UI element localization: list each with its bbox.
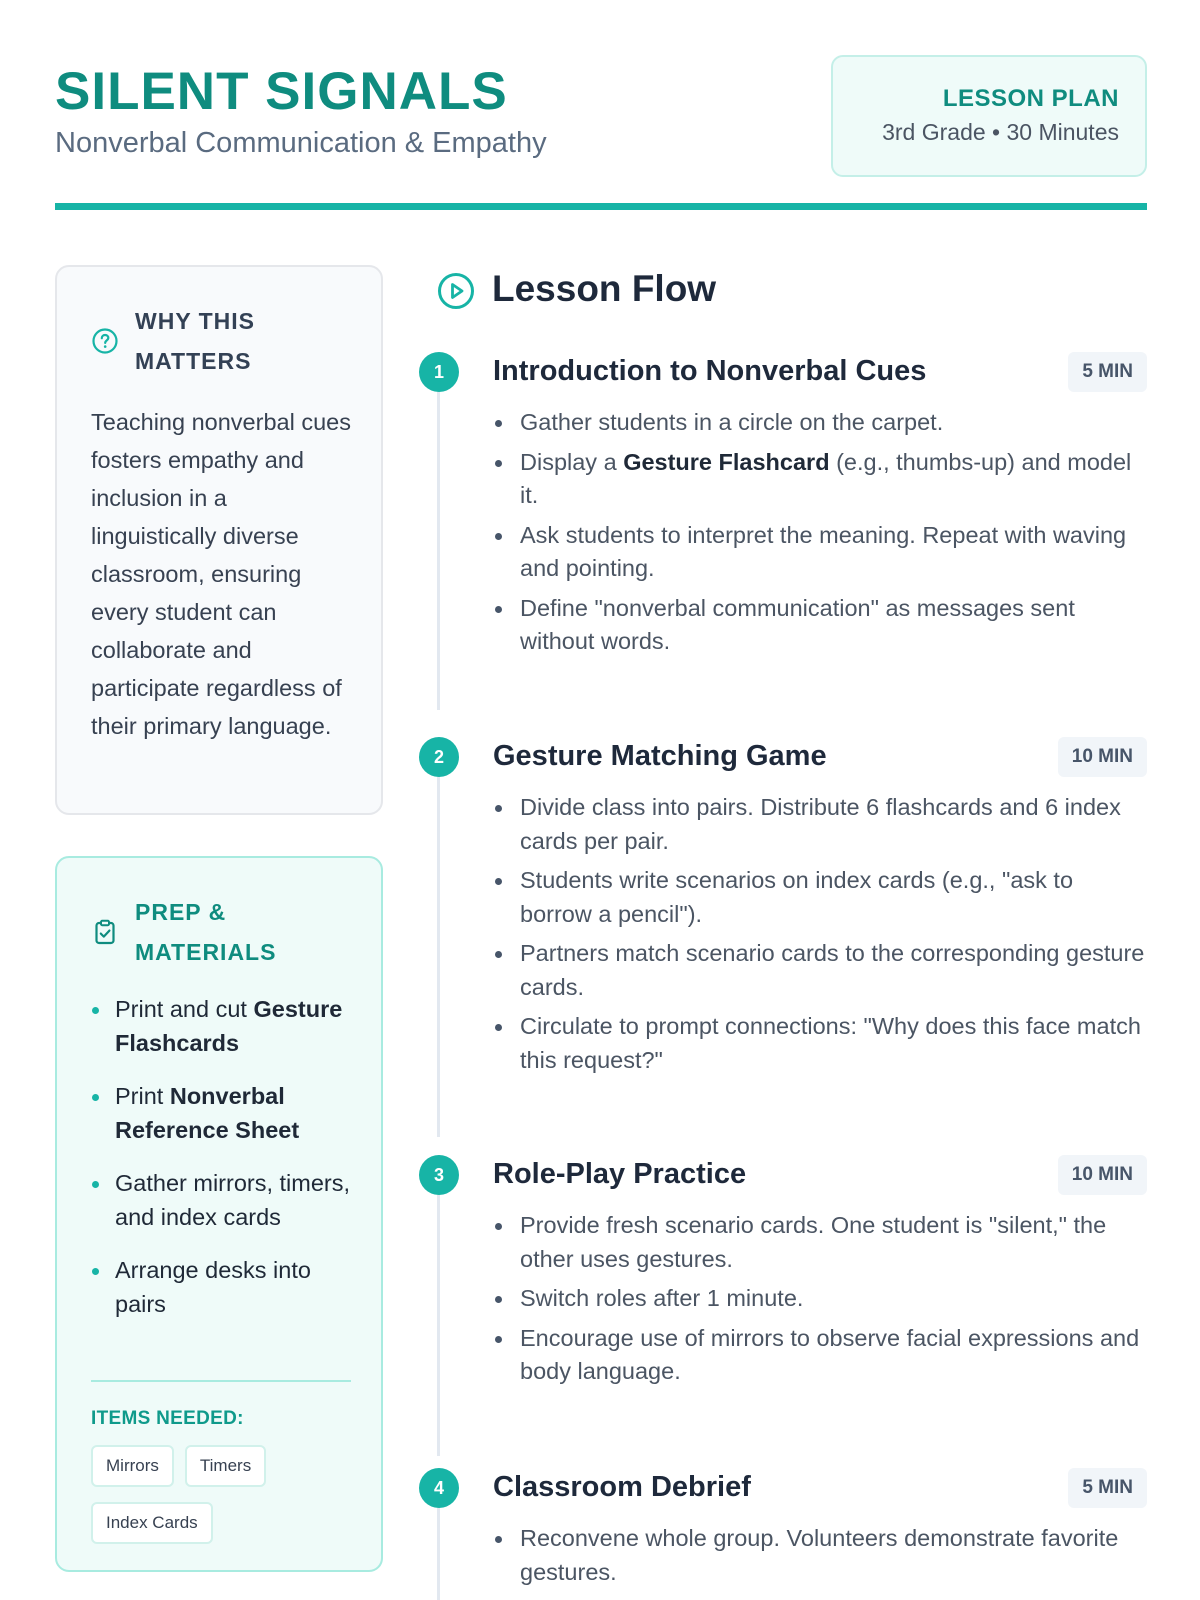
step-bullet (493, 1010, 1148, 1077)
step-title: Role-Play Practice (493, 1158, 747, 1190)
text-segment: (e.g., thumbs-up) and model it. (520, 448, 1132, 508)
text-segment: Display a (520, 448, 624, 475)
text-segment: Circulate to prompt connections: "Why does this face match this request?" (520, 1013, 1141, 1073)
prep-list (91, 992, 351, 1340)
prep-list-item (91, 1253, 351, 1321)
timeline-connector (437, 775, 440, 1137)
step-duration-badge: 5 MIN (1068, 352, 1147, 392)
play-circle-icon (437, 272, 475, 310)
step-bullet (493, 1322, 1148, 1389)
question-circle-icon (91, 327, 119, 355)
timeline-connector (437, 1506, 440, 1600)
text-segment: Provide fresh scenario cards. One student is "silent," the other uses gestures. (520, 1212, 1107, 1272)
step-bullet (493, 519, 1148, 586)
text-segment: Reconvene whole group. Volunteers demonstrate favorite gestures. (520, 1525, 1119, 1585)
lesson-flow-title: Lesson Flow (492, 268, 717, 309)
text-segment: Define "nonverbal communication" as messages sent without words. (520, 594, 1075, 654)
items-needed-label: ITEMS NEEDED: (91, 1408, 244, 1429)
item-chip: Timers (185, 1445, 266, 1487)
text-segment: Ask students to interpret the meaning. Repeat with waving and pointing. (520, 521, 1127, 581)
why-card-heading: WHY THIS MATTERS (135, 308, 256, 374)
page-header (55, 55, 1147, 210)
text-segment: Students write scenarios on index cards (e.g., "ask to borrow a pencil"). (520, 867, 1074, 927)
step-bullet-list (493, 1209, 1148, 1395)
text-segment: Switch roles after 1 minute. (520, 1285, 804, 1311)
prep-card-heading: PREP & MATERIALS (135, 899, 277, 965)
step-bullet (493, 1282, 1148, 1316)
text-segment: Gather students in a circle on the carpet. (520, 409, 944, 435)
step-title: Classroom Debrief (493, 1471, 751, 1503)
prep-divider (91, 1380, 351, 1382)
step-title: Gesture Matching Game (493, 740, 827, 772)
items-needed-chips (91, 1445, 361, 1559)
step-bullet (493, 446, 1148, 513)
step-bullet (493, 864, 1148, 931)
text-segment: Gather mirrors, timers, and index cards (115, 1170, 351, 1230)
step-bullet (493, 1522, 1148, 1589)
item-chip: Mirrors (91, 1445, 174, 1487)
prep-materials-card (55, 856, 383, 1572)
step-number-badge: 2 (419, 737, 459, 777)
step-number-badge: 3 (419, 1155, 459, 1195)
text-segment: Print and cut (115, 996, 254, 1022)
why-card-body: Teaching nonverbal cues fosters empathy and inclusion in a linguistically diverse classroom, ensuring every student can collaborate and participate regardless of their primary language. (91, 409, 351, 739)
step-number-badge: 4 (419, 1468, 459, 1508)
prep-list-item (91, 992, 351, 1060)
bold-term: Nonverbal Reference Sheet (115, 1083, 300, 1143)
lesson-plan-badge (831, 55, 1147, 177)
step-duration-badge: 10 MIN (1058, 1155, 1147, 1195)
text-segment: Partners match scenario cards to the corresponding gesture cards. (520, 940, 1145, 1000)
text-segment: Encourage use of mirrors to observe facial expressions and body language. (520, 1324, 1140, 1384)
why-this-matters-card (55, 265, 383, 815)
text-segment: Arrange desks into pairs (115, 1257, 311, 1317)
bold-term: Gesture Flashcards (115, 996, 343, 1056)
prep-list-item (91, 1079, 351, 1147)
badge-title: LESSON PLAN (942, 85, 1119, 112)
step-bullet (493, 791, 1148, 858)
prep-list-item (91, 1166, 351, 1234)
step-bullet (493, 592, 1148, 659)
step-duration-badge: 5 MIN (1068, 1468, 1147, 1508)
text-segment: Divide class into pairs. Distribute 6 flashcards and 6 index cards per pair. (520, 794, 1121, 854)
step-number-badge: 1 (419, 352, 459, 392)
timeline-connector (437, 390, 440, 710)
item-chip: Index Cards (91, 1502, 213, 1544)
step-bullet (493, 937, 1148, 1004)
badge-meta: 3rd Grade • 30 Minutes (882, 119, 1119, 145)
step-duration-badge: 10 MIN (1058, 737, 1147, 777)
step-bullet (493, 406, 1148, 440)
step-bullet-list (493, 406, 1148, 665)
clipboard-check-icon (91, 918, 119, 946)
step-bullet-list (493, 791, 1148, 1083)
page-subtitle: Nonverbal Communication & Empathy (55, 127, 547, 159)
step-title: Introduction to Nonverbal Cues (493, 355, 927, 387)
timeline-connector (437, 1193, 440, 1456)
bold-term: Gesture Flashcard (623, 448, 830, 475)
text-segment: Print (115, 1083, 170, 1109)
step-bullet (493, 1209, 1148, 1276)
page-title: SILENT SIGNALS (55, 62, 508, 121)
step-bullet-list (493, 1522, 1148, 1595)
